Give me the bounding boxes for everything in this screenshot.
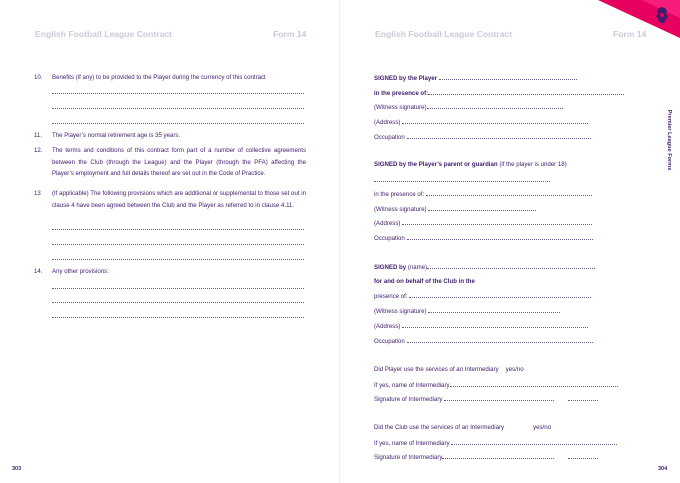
parent-witness-signature-label: (Witness signature): [374, 206, 427, 213]
clause-11-number: 11.: [34, 132, 43, 139]
clause-13-number: 13: [34, 190, 41, 197]
club-intermediary-row: [374, 422, 551, 434]
club-presence-row: [374, 290, 591, 303]
player-intermediary-date-field[interactable]: [568, 393, 598, 401]
witness-signature-label: (Witness signature): [374, 104, 427, 111]
club-occupation-label: Occupation: [374, 338, 405, 345]
page-number-left: 303: [12, 466, 22, 472]
club-intermediary-signature-row: [374, 451, 598, 464]
page-number-right: 304: [658, 466, 668, 472]
parent-occupation-label: Occupation: [374, 235, 405, 242]
right-page: [340, 0, 680, 483]
club-presence-label: presence of:: [374, 293, 408, 300]
player-intermediary-yes-no[interactable]: yes/no: [505, 366, 524, 373]
signature-field[interactable]: [439, 72, 577, 80]
player-intermediary-question: Did Player use the services of an Intermediary: [374, 366, 499, 373]
clause-13-line[interactable]: [52, 259, 304, 260]
club-witness-signature-field[interactable]: [428, 305, 560, 313]
clause-10-line[interactable]: [52, 108, 304, 109]
premier-league-lion-icon: [655, 6, 669, 24]
presence-row: [374, 87, 624, 100]
clause-10-number: 10.: [34, 74, 43, 81]
left-header-title: English Football League Contract: [35, 29, 173, 39]
clause-14-line[interactable]: [52, 288, 304, 289]
clause-14-number: 14.: [34, 268, 43, 275]
on-behalf-label: for and on behalf of the Club in the: [374, 278, 475, 285]
clause-12-number: 12.: [34, 147, 43, 154]
player-intermediary-signature-row: [374, 393, 598, 406]
club-intermediary-question: Did the Club use the services of an Intermediary: [374, 424, 505, 431]
club-occupation-field[interactable]: [407, 335, 593, 343]
club-signatory-name-field[interactable]: [427, 261, 595, 269]
player-intermediary-name-row: [374, 379, 618, 392]
parent-signature-field[interactable]: [374, 181, 550, 182]
clause-10-line[interactable]: [52, 123, 304, 124]
clause-14-text: Any other provisions:: [52, 268, 109, 275]
clause-10-text: Benefits (if any) to be provided to the Player during the currency of this contract: [52, 74, 266, 81]
premier-league-forms-label: Premier League Forms: [666, 109, 672, 171]
parent-witness-signature-row: [374, 203, 536, 216]
signed-club-row: [374, 261, 595, 274]
witness-signature-field[interactable]: [427, 101, 563, 109]
clause-13-line[interactable]: [52, 244, 304, 245]
club-witness-signature-row: [374, 305, 560, 318]
signed-parent-label: SIGNED by the Player’s parent or guardian: [374, 161, 498, 168]
signed-player-label: SIGNED by the Player: [374, 75, 437, 82]
club-intermediary-name-row: [374, 437, 617, 450]
player-intermediary-name-label: If yes, name of Intermediary: [374, 382, 450, 389]
clause-13-text: (If applicable) The following provisions which are additional or supplemental to those set out in clause 4 have been agreed between the Club and the Player as referred to in clause 4.11.: [52, 190, 306, 209]
signed-parent-row: [374, 159, 567, 171]
clause-11-text: The Player’s normal retirement age is 35 years.: [52, 132, 181, 139]
clause-13-line[interactable]: [52, 229, 304, 230]
parent-presence-label: in the presence of:: [374, 191, 425, 198]
occupation-field[interactable]: [407, 131, 591, 139]
signed-parent-note: (if the player is under 18): [499, 161, 567, 168]
club-address-row: [374, 320, 588, 333]
club-intermediary-signature-label: Signature of Intermediary: [374, 454, 443, 461]
clause-10-line[interactable]: [52, 93, 304, 94]
occupation-row: [374, 131, 591, 144]
address-label: (Address): [374, 119, 401, 126]
left-header-form: Form 14: [273, 29, 307, 39]
club-occupation-row: [374, 335, 593, 348]
club-address-field[interactable]: [402, 320, 588, 328]
occupation-label: Occupation: [374, 134, 405, 141]
signed-by-label: SIGNED by: [374, 264, 407, 271]
club-intermediary-yes-no[interactable]: yes/no: [533, 424, 552, 431]
signed-player-row: [374, 72, 577, 85]
parent-address-row: [374, 217, 592, 230]
witness-name-field[interactable]: [428, 87, 624, 95]
clause-14-line[interactable]: [52, 317, 304, 318]
right-header-title: English Football League Contract: [375, 29, 513, 39]
player-intermediary-name-field[interactable]: [450, 379, 618, 387]
club-witness-name-field[interactable]: [409, 290, 591, 298]
right-header-form: Form 14: [613, 29, 647, 39]
clause-12-text: The terms and conditions of this contract form part of a number of collective agreements between the Club (through the League) and the Player (through the PFA) affecting the Player’s employment and full details thereof are set out in the Code of Practice.: [52, 147, 306, 177]
parent-witness-name-field[interactable]: [426, 188, 592, 196]
clause-14-line[interactable]: [52, 302, 304, 303]
club-intermediary-signature-field[interactable]: [442, 451, 554, 459]
parent-witness-signature-field[interactable]: [428, 203, 536, 211]
club-address-label: (Address): [374, 323, 401, 330]
player-intermediary-signature-field[interactable]: [444, 393, 554, 401]
witness-signature-row: [374, 101, 563, 114]
signed-by-name-label: (name): [407, 264, 428, 271]
parent-presence-row: [374, 188, 592, 201]
address-field[interactable]: [402, 116, 588, 124]
parent-occupation-field[interactable]: [407, 232, 593, 240]
player-intermediary-signature-label: Signature of Intermediary: [374, 396, 443, 403]
club-intermediary-name-label: If yes, name of Intermediary: [374, 440, 450, 447]
address-row: [374, 116, 588, 129]
presence-label: in the presence of:: [374, 90, 429, 97]
parent-occupation-row: [374, 232, 593, 245]
club-witness-signature-label: (Witness signature): [374, 308, 427, 315]
player-intermediary-row: [374, 364, 524, 376]
club-intermediary-name-field[interactable]: [451, 437, 617, 445]
club-intermediary-date-field[interactable]: [568, 451, 598, 459]
parent-address-field[interactable]: [402, 217, 592, 225]
parent-address-label: (Address): [374, 220, 401, 227]
